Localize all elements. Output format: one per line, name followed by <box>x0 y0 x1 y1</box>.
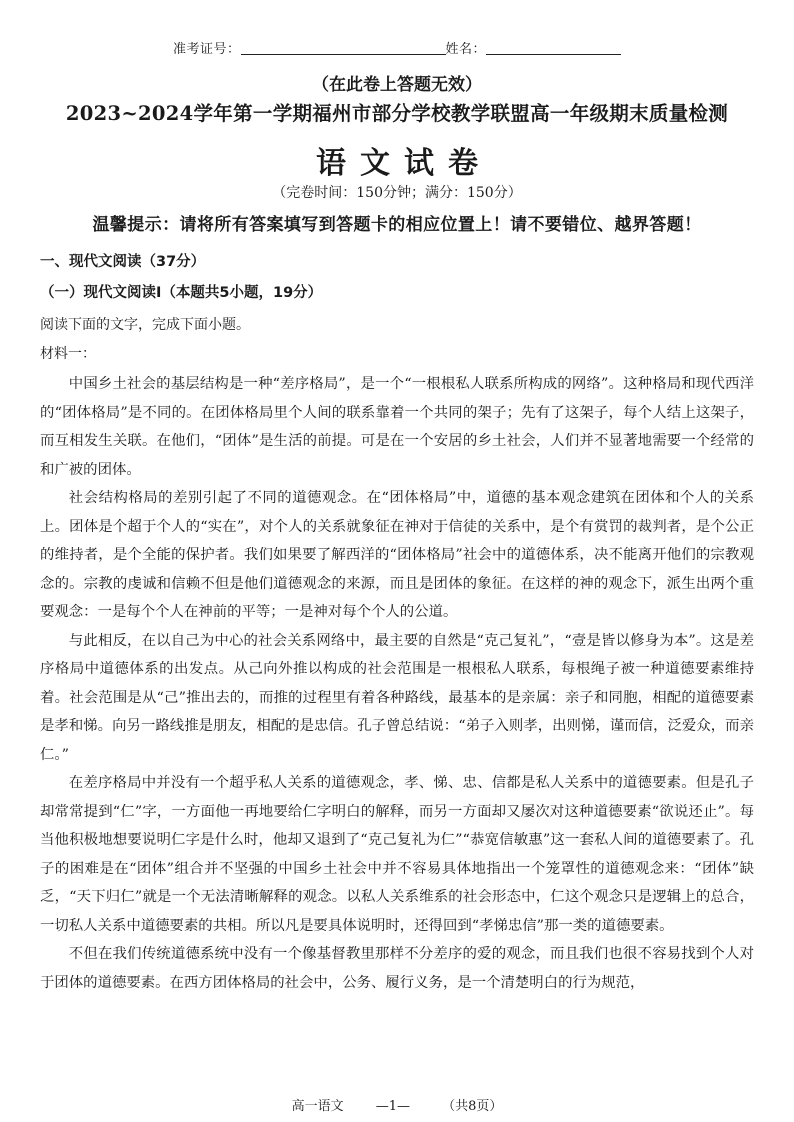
subject-title: 语文试卷 <box>316 146 492 181</box>
name-label: 姓名： <box>445 42 487 57</box>
section-heading: 一、现代文阅读（37分） <box>40 254 206 270</box>
passage-paragraph: 不但在我们传统道德系统中没有一个像基督教里那样不分差序的爱的观念，而且我们也很不容易找到个人对于团体的道德要素。在西方团体格局的社会中，公务、履行义务，是一个清楚明白的行为规范， <box>40 946 754 991</box>
invalid-notice: （在此卷上答题无效） <box>312 75 482 95</box>
exam-title: 2023~2024学年第一学期福州市部分学校教学联盟高一年级期末质量检测 <box>65 102 729 125</box>
material-label: 材料一： <box>40 346 96 362</box>
time-info: （完卷时间：150分钟；满分：150分） <box>272 185 522 201</box>
subsection-heading: （一）现代文阅读Ⅰ（本题共5小题，19分） <box>40 285 323 301</box>
passage-paragraph: 中国乡土社会的基层结构是一种“差序格局”，是一个“一根根私人联系所构成的网络”。这种格局和现代西洋的“团体格局”是不同的。在团体格局里个人间的联系靠着一个共同的架子；先有了这架子，每个人结上这架子，而互相发生关联。在他们，“团体”是生活的前提。可是在一个安居的乡土社会，人们并不显著地需要一个经常的和广被的团体。 <box>40 376 754 478</box>
footer-subject: 高一语文 <box>291 1099 344 1114</box>
passage-paragraph: 社会结构格局的差别引起了不同的道德观念。在“团体格局”中，道德的基本观念建筑在团体和个人的关系上。团体是个超于个人的“实在”，对个人的关系就象征在神对于信徒的关系中，是个有赏罚的裁判者，是个公正的维持者，是个全能的保护者。我们如果要了解西洋的“团体格局”社会中的道德体系，决不能离开他们的宗教观念的。宗教的虔诚和信赖不但是他们道德观念的来源，而且是团体的象征。在这样的神的观念下，派生出两个重要观念：一是每个个人在神前的平等；一是神对每个个人的公道。 <box>40 490 754 620</box>
candidate-info-line <box>0 38 794 57</box>
exam-id-blank <box>241 54 446 55</box>
warm-tip: 温馨提示：请将所有答案填写到答题卡的相应位置上！请不要错位、越界答题！ <box>92 215 702 235</box>
passage-paragraph: 与此相反，在以自己为中心的社会关系网络中，最主要的自然是“克己复礼”，“壹是皆以修身为本”。这是差序格局中道德体系的出发点。从己向外推以构成的社会范围是一根根私人联系，每根绳子被一种道德要素维持着。社会范围是从“己”推出去的，而推的过程里有着各种路线，最基本的是亲属：亲子和同胞，相配的道德要素是孝和悌。向另一路线推是朋友，相配的是忠信。孔子曾总结说：“弟子入则孝，出则悌，谨而信，泛爱众，而亲仁。” <box>40 632 754 763</box>
page-footer <box>0 1095 794 1114</box>
passage-body <box>40 370 754 997</box>
exam-id-label: 准考证号： <box>172 42 241 57</box>
footer-page-number: —1— <box>375 1099 410 1114</box>
name-blank <box>486 54 621 55</box>
footer-total-pages: （共8页） <box>442 1099 503 1114</box>
instruction-text: 阅读下面的文字，完成下面小题。 <box>40 317 250 333</box>
passage-paragraph: 在差序格局中并没有一个超乎私人关系的道德观念，孝、悌、忠、信都是私人关系中的道德要素。但是孔子却常常提到“仁”字，一方面他一再地要给仁字明白的解释，而另一方面却又屡次对这种道德要素“欲说还止”。每当他积极地想要说明仁字是什么时，他却又退到了“克己复礼为仁”“恭宽信敏惠”这一套私人间的道德要素了。孔子的困难是在“团体”组合并不坚强的中国乡土社会中并不容易具体地指出一个笼罩性的道德观念来：“团体”缺乏，“天下归仁”就是一个无法清晰解释的观念。以私人关系维系的社会形态中，仁这个观念只是逻辑上的总合，一切私人关系中道德要素的共相。所以凡是要具体说明时，还得回到“孝悌忠信”那一类的道德要素。 <box>40 775 754 934</box>
